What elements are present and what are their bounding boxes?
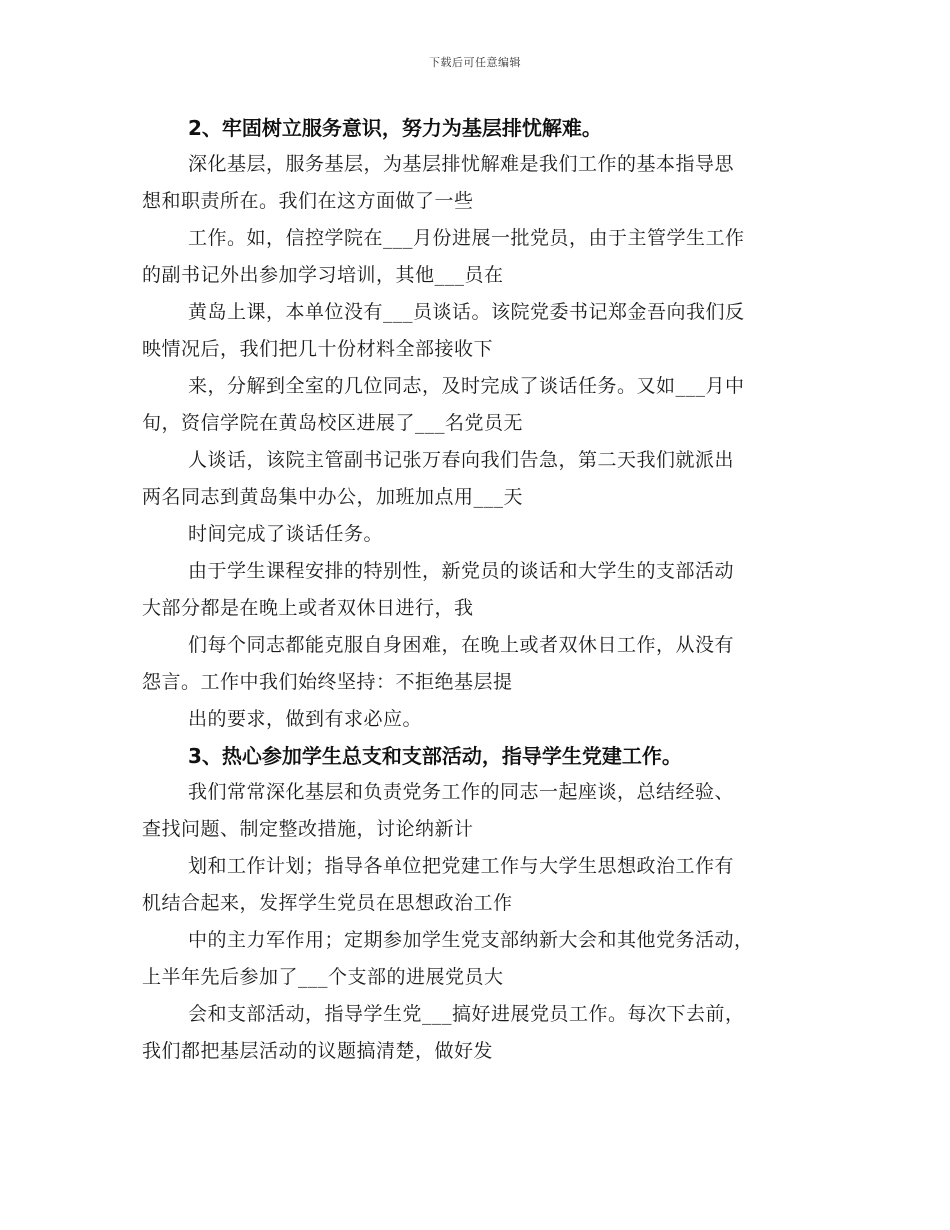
text-line: 查找问题、制定整改措施，讨论纳新计 bbox=[142, 818, 474, 840]
text-line: 人谈话，该院主管副书记张万春向我们告急，第二天我们就派出 bbox=[188, 449, 735, 471]
paragraph bbox=[142, 442, 822, 516]
paragraph bbox=[142, 516, 822, 553]
paragraph bbox=[142, 553, 822, 627]
text-line: 旬，资信学院在黄岛校区进展了___名党员无 bbox=[142, 412, 524, 434]
section-heading-2: 2、牢固树立服务意识，努力为基层排忧解难。 bbox=[188, 116, 602, 140]
page-header: 下载后可任意编辑 bbox=[429, 56, 521, 69]
text-line: 出的要求，做到有求必应。 bbox=[188, 708, 423, 730]
text-line: 工作。如，信控学院在___月份进展一批党员，由于主管学生工作 bbox=[188, 227, 745, 249]
text-line: 我们常常深化基层和负责党务工作的同志一起座谈，总结经验、 bbox=[188, 781, 735, 803]
text-line: 映情况后，我们把几十份材料全部接收下 bbox=[142, 338, 494, 360]
text-line: 上半年先后参加了___个支部的进展党员大 bbox=[142, 966, 504, 988]
paragraph bbox=[142, 220, 822, 294]
text-line: 来，分解到全室的几位同志，及时完成了谈话任务。又如___月中 bbox=[188, 375, 745, 397]
text-line: 大部分都是在晚上或者双休日进行，我 bbox=[142, 597, 474, 619]
text-line: 两名同志到黄岛集中办公，加班加点用___天 bbox=[142, 486, 524, 508]
paragraph bbox=[142, 627, 822, 701]
section-heading-3: 3、热心参加学生总支和支部活动，指导学生党建工作。 bbox=[188, 744, 682, 768]
document-body bbox=[142, 110, 822, 1070]
text-line: 机结合起来，发挥学生党员在思想政治工作 bbox=[142, 892, 513, 914]
text-line: 划和工作计划；指导各单位把党建工作与大学生思想政治工作有 bbox=[188, 855, 735, 877]
text-line: 时间完成了谈话任务。 bbox=[188, 523, 384, 545]
text-line: 们每个同志都能克服自身困难，在晚上或者双休日工作，从没有 bbox=[188, 634, 735, 656]
paragraph bbox=[142, 922, 822, 996]
paragraph bbox=[142, 701, 822, 738]
text-line: 黄岛上课，本单位没有___员谈话。该院党委书记郑金吾向我们反 bbox=[188, 301, 745, 323]
paragraph bbox=[142, 848, 822, 922]
text-line: 会和支部活动，指导学生党___搞好进展党员工作。每次下去前， bbox=[188, 1003, 745, 1025]
paragraph bbox=[142, 294, 822, 368]
text-line: 的副书记外出参加学习培训，其他___员在 bbox=[142, 264, 504, 286]
text-line: 我们都把基层活动的议题搞清楚，做好发 bbox=[142, 1040, 494, 1062]
text-line: 想和职责所在。我们在这方面做了一些 bbox=[142, 190, 474, 212]
text-line: 中的主力军作用；定期参加学生党支部纳新大会和其他党务活动， bbox=[188, 929, 754, 951]
text-line: 怨言。工作中我们始终坚持：不拒绝基层提 bbox=[142, 671, 513, 693]
text-line: 深化基层，服务基层，为基层排忧解难是我们工作的基本指导思 bbox=[188, 153, 735, 175]
paragraph bbox=[142, 774, 822, 848]
paragraph bbox=[142, 146, 822, 220]
paragraph bbox=[142, 368, 822, 442]
text-line: 由于学生课程安排的特别性，新党员的谈话和大学生的支部活动 bbox=[188, 560, 735, 582]
paragraph bbox=[142, 996, 822, 1070]
